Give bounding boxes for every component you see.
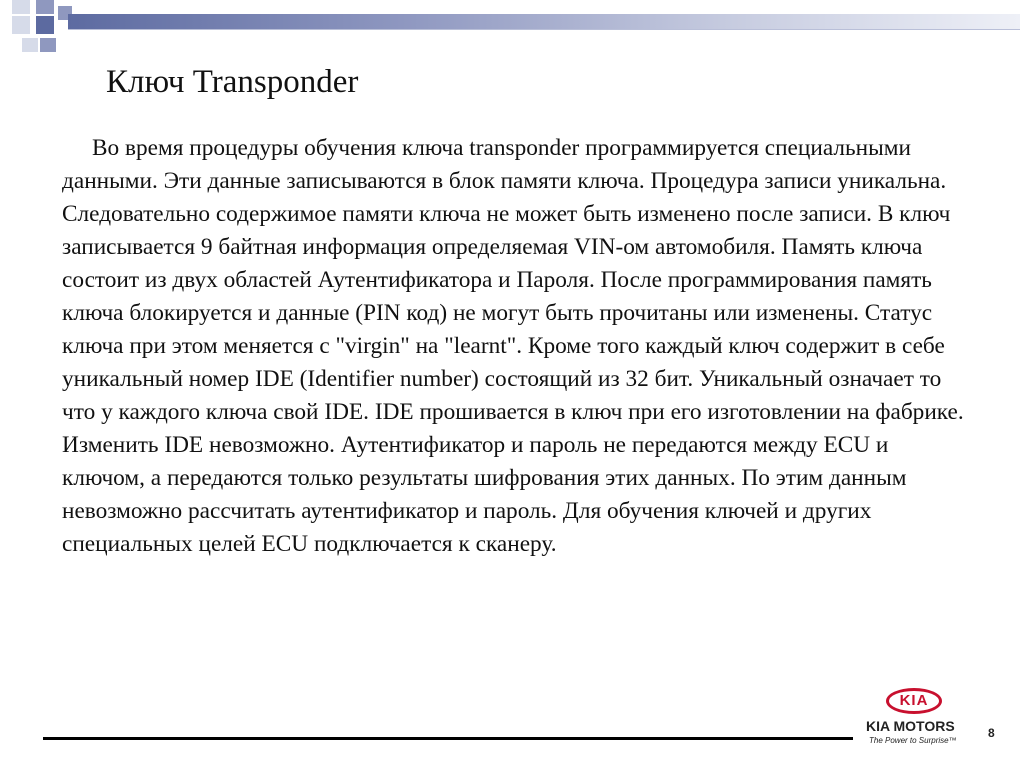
footer-divider [43, 737, 853, 740]
slide-title: Ключ Transponder [106, 64, 359, 100]
header-gradient-bar [68, 14, 1020, 29]
decor-square [12, 16, 30, 34]
decor-square [12, 0, 30, 14]
decor-square [36, 16, 54, 34]
decor-square [22, 38, 38, 52]
page-number: 8 [988, 726, 995, 740]
slide-body-text: Во время процедуры обучения ключа transponder программируется специальными данными. Эти данные записываются в блок памяти ключа. Процедура записи уникальна. Следовательно содержимое памяти ключа не может быть изменено после записи. В ключ записывается 9 байтная информация определяемая VIN-ом автомобиля. Память ключа состоит из двух областей Аутентификатора и Пароля. После программирования память ключа блокируется и данные (PIN код) не могут быть прочитаны или изменены. Статус ключа при этом меняется с "virgin" на "learnt". Кроме того каждый ключ содержит в себе уникальный номер IDE (Identifier number) состоящий из 32 бит. Уникальный означает то что у каждого ключа свой IDE. IDE прошивается в ключ при его изготовлении на фабрике. Изменить IDE невозможно. Аутентификатор и пароль не передаются между ECU и ключом, а передаются только результаты шифрования этих данных. По этим данным невозможно рассчитать аутентификатор и пароль. Для обучения ключей и других специальных целей ECU подключается к сканеру. [62, 135, 964, 557]
kia-oval-emblem: KIA [886, 688, 942, 714]
header-divider [68, 29, 1020, 30]
decor-square [36, 0, 54, 14]
kia-brand-name: KIA MOTORS [866, 718, 955, 734]
decor-square [40, 38, 56, 52]
kia-tagline: The Power to Surprise™ [869, 736, 957, 745]
kia-motors-logo [852, 684, 978, 750]
